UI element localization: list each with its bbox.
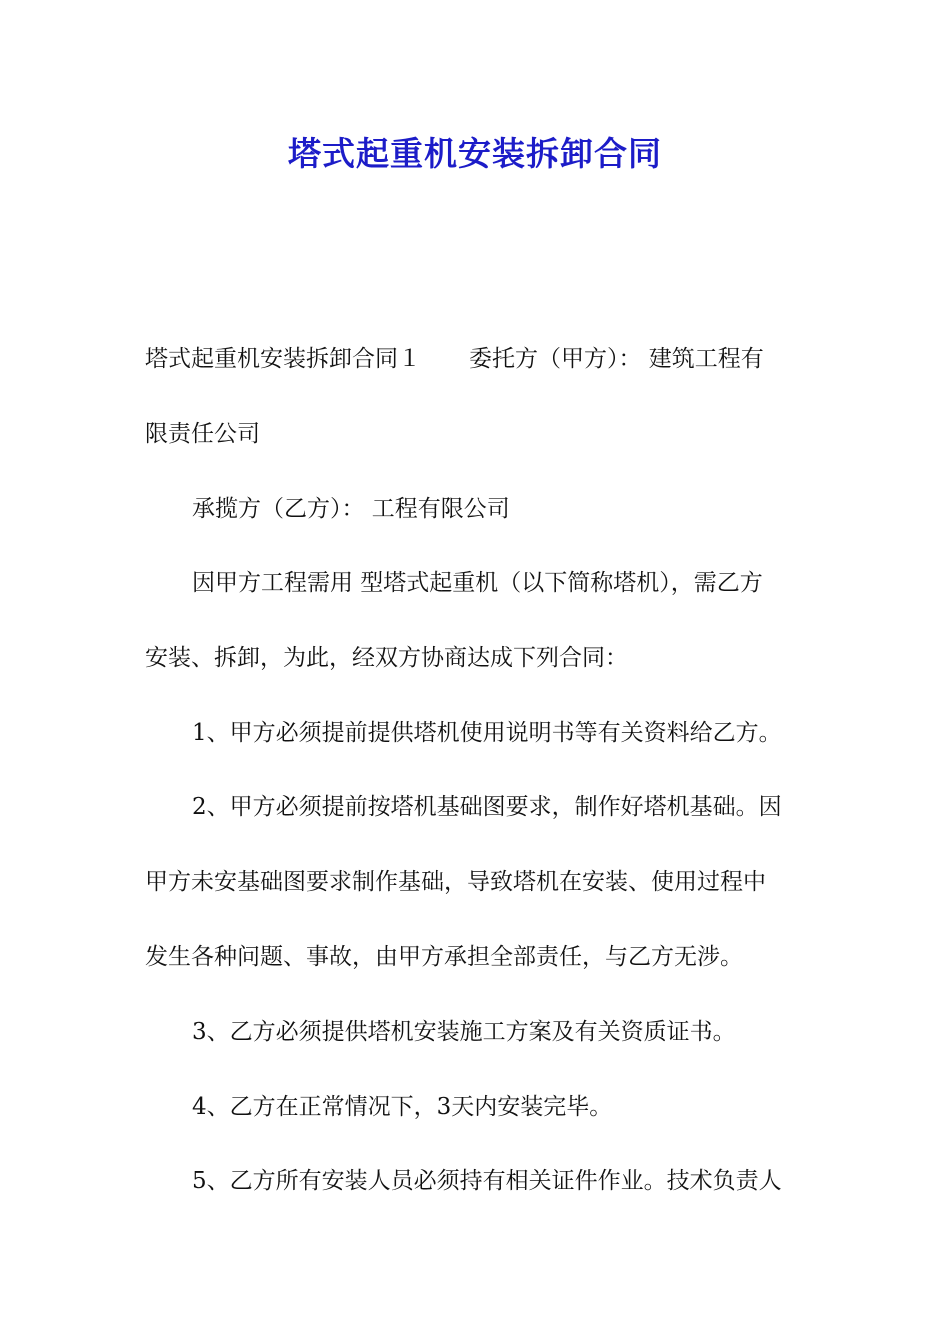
paragraph-line-2: 限责任公司	[145, 421, 260, 447]
paragraph-line-4: 因甲方工程需用 型塔式起重机（以下简称塔机），需乙方	[192, 570, 763, 596]
paragraph-line-1	[145, 339, 810, 379]
clause-1: 1、甲方必须提前提供塔机使用说明书等有关资料给乙方。	[192, 720, 782, 746]
party-b-line: 承揽方（乙方）： 工程有限公司	[192, 496, 510, 522]
document-title: 塔式起重机安装拆卸合同	[288, 134, 662, 173]
party-a-label: 委托方（甲方）： 建筑工程有	[469, 346, 764, 372]
clause-3: 3、乙方必须提供塔机安装施工方案及有关资质证书。	[192, 1019, 736, 1045]
paragraph-line-5: 安装、拆卸，为此，经双方协商达成下列合同：	[145, 645, 628, 671]
clause-4: 4、乙方在正常情况下，3天内安装完毕。	[192, 1094, 613, 1120]
clause-5: 5、乙方所有安装人员必须持有相关证件作业。技术负责人	[192, 1168, 782, 1194]
clause-2: 2、甲方必须提前按塔机基础图要求，制作好塔机基础。因	[192, 794, 782, 820]
contract-number-text: 塔式起重机安装拆卸合同１	[145, 346, 421, 372]
clause-2-continued-1: 甲方未安基础图要求制作基础，导致塔机在安装、使用过程中	[145, 869, 766, 895]
clause-2-continued-2: 发生各种问题、事故，由甲方承担全部责任，与乙方无涉。	[145, 944, 743, 970]
